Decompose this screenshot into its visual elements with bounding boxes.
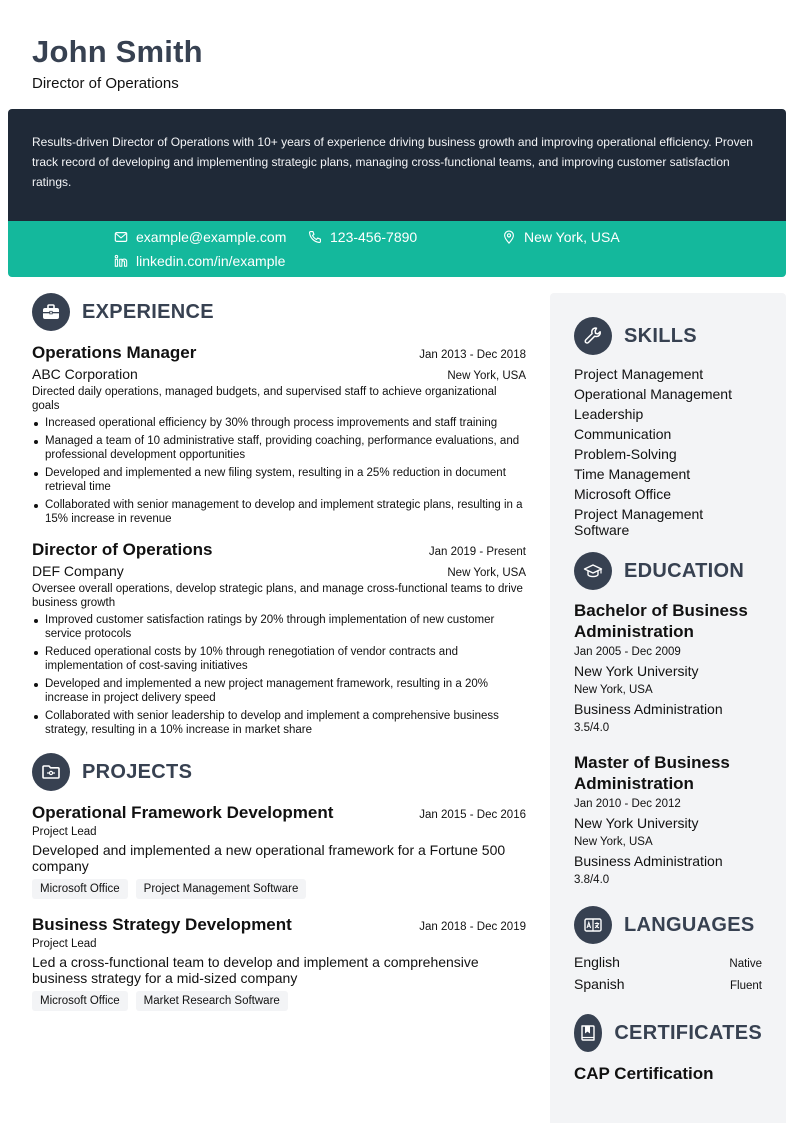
- tag: Market Research Software: [136, 991, 288, 1011]
- bullet-item: Collaborated with senior leadership to develop and implement a comprehensive business strategy, resulting in a 10% increase in market share: [32, 709, 526, 737]
- language-level: Fluent: [730, 980, 762, 992]
- job-location: New York, USA: [447, 567, 526, 579]
- bullet-item: Collaborated with senior management to develop and implement strategic plans, resulting in a 15% increase in revenue: [32, 498, 526, 526]
- bullet-item: Developed and implemented a new filing system, resulting in a 25% reduction in document retrieval time: [32, 466, 526, 494]
- language-name: English: [574, 954, 620, 970]
- experience-heading: [32, 293, 526, 331]
- project-entry: [32, 915, 526, 1011]
- wrench-icon: [574, 317, 612, 355]
- certificates-title: CERTIFICATES: [614, 1021, 762, 1044]
- email-text: example@example.com: [136, 229, 287, 245]
- edu-school: New York University: [574, 663, 699, 679]
- language-item: [574, 952, 762, 974]
- job-title: Director of Operations: [32, 75, 179, 92]
- project-entry: [32, 803, 526, 899]
- bullet-item: Managed a team of 10 administrative staff, providing coaching, performance evaluations, and professional development opportunities: [32, 434, 526, 462]
- languages-title: LANGUAGES: [624, 913, 755, 936]
- bullet-item: Increased operational efficiency by 30% through process improvements and staff training: [32, 416, 526, 430]
- main-column: [32, 293, 526, 1011]
- languages-list: [574, 952, 762, 996]
- phone-icon: [308, 230, 322, 244]
- job-entry: [32, 540, 526, 737]
- job-description: Oversee overall operations, develop strategic plans, and manage cross-functional teams to drive business growth: [32, 583, 523, 609]
- skill-item: Communication: [574, 426, 672, 442]
- bullet-item: Developed and implemented a new project management framework, resulting in a 20% increase in project delivery speed: [32, 677, 526, 705]
- project-dates: Jan 2018 - Dec 2019: [419, 921, 526, 933]
- certificate-book-icon: [574, 1014, 602, 1052]
- skill-item: Time Management: [574, 466, 691, 482]
- language-level: Native: [729, 958, 762, 970]
- skills-title: SKILLS: [624, 324, 697, 347]
- tag: Microsoft Office: [32, 991, 128, 1011]
- job-position: Director of Operations: [32, 540, 213, 559]
- contact-location: [502, 229, 620, 245]
- edu-location: New York, USA: [574, 836, 653, 848]
- project-tags: [32, 879, 526, 899]
- summary-section: [8, 109, 786, 221]
- linkedin-icon: [114, 254, 128, 268]
- experience-title: EXPERIENCE: [82, 300, 214, 323]
- education-title: EDUCATION: [624, 559, 745, 582]
- education-heading: [574, 552, 762, 590]
- edu-field: Business Administration: [574, 701, 723, 717]
- linkedin-text: linkedin.com/in/example: [136, 253, 286, 269]
- edu-school: New York University: [574, 815, 699, 831]
- envelope-icon: [114, 230, 128, 244]
- project-role: Project Lead: [32, 826, 97, 838]
- tag: Project Management Software: [136, 879, 307, 899]
- project-description: Developed and implemented a new operational framework for a Fortune 500 company: [32, 842, 506, 874]
- contact-email[interactable]: [114, 229, 286, 245]
- job-entry: [32, 343, 526, 526]
- person-name: John Smith: [32, 34, 203, 69]
- job-description: Directed daily operations, managed budgets, and supervised staff to achieve organizational goals: [32, 386, 497, 412]
- job-dates: Jan 2019 - Present: [428, 546, 526, 558]
- skill-item: Leadership: [574, 406, 644, 422]
- skill-item: Project Management: [574, 366, 704, 382]
- job-company: DEF Company: [32, 563, 124, 579]
- phone-text: 123-456-7890: [330, 229, 418, 245]
- contact-linkedin[interactable]: [114, 253, 285, 269]
- edu-dates: Jan 2010 - Dec 2012: [574, 798, 681, 810]
- certificate-item: CAP Certification: [574, 1064, 714, 1083]
- language-item: [574, 974, 762, 996]
- project-title: Operational Framework Development: [32, 803, 334, 822]
- certificates-heading: [574, 1014, 762, 1052]
- contact-phone[interactable]: [308, 229, 417, 245]
- projects-heading: [32, 753, 526, 791]
- education-entry: [574, 752, 762, 888]
- job-location: New York, USA: [447, 370, 526, 382]
- job-bullets: [32, 416, 526, 526]
- tag: Microsoft Office: [32, 879, 128, 899]
- edu-field: Business Administration: [574, 853, 723, 869]
- job-company: ABC Corporation: [32, 366, 138, 382]
- languages-heading: [574, 906, 762, 944]
- skill-item: Project Management Software: [574, 506, 704, 538]
- skills-list: [574, 364, 762, 538]
- skill-item: Problem-Solving: [574, 446, 677, 462]
- bullet-item: Reduced operational costs by 10% through renegotiation of vendor contracts and implementation of cost-saving initiatives: [32, 645, 526, 673]
- job-bullets: [32, 613, 526, 737]
- graduation-cap-icon: [574, 552, 612, 590]
- edu-gpa: 3.5/4.0: [574, 722, 610, 734]
- sidebar: [550, 293, 786, 1123]
- contact-bar: [8, 221, 786, 277]
- education-entry: [574, 600, 762, 736]
- project-title: Business Strategy Development: [32, 915, 292, 934]
- edu-dates: Jan 2005 - Dec 2009: [574, 646, 681, 658]
- skill-item: Microsoft Office: [574, 486, 671, 502]
- skill-item: Operational Management: [574, 386, 732, 402]
- job-position: Operations Manager: [32, 343, 197, 362]
- briefcase-icon: [32, 293, 70, 331]
- summary-text: Results-driven Director of Operations with 10+ years of experience driving business growth and improving operational efficiency. Proven track record of developing and implementing strategic plans, managing cross-functional teams, and improving customer satisfaction ratings.: [32, 135, 753, 189]
- project-tags: [32, 991, 526, 1011]
- degree: Bachelor of Business Administration: [574, 601, 748, 641]
- folder-icon: [32, 753, 70, 791]
- project-description: Led a cross-functional team to develop and implement a comprehensive business strategy for a mid-sized company: [32, 954, 479, 986]
- map-pin-icon: [502, 230, 516, 244]
- degree: Master of Business Administration: [574, 753, 730, 793]
- project-dates: Jan 2015 - Dec 2016: [419, 809, 526, 821]
- language-name: Spanish: [574, 976, 625, 992]
- location-text: New York, USA: [524, 229, 620, 245]
- edu-gpa: 3.8/4.0: [574, 874, 610, 886]
- project-role: Project Lead: [32, 938, 97, 950]
- projects-title: PROJECTS: [82, 760, 193, 783]
- job-dates: Jan 2013 - Dec 2018: [419, 349, 526, 361]
- bullet-item: Improved customer satisfaction ratings by 20% through implementation of new customer service protocols: [32, 613, 526, 641]
- skills-heading: [574, 317, 762, 355]
- translate-icon: [574, 906, 612, 944]
- resume-header: [32, 34, 203, 92]
- edu-location: New York, USA: [574, 684, 653, 696]
